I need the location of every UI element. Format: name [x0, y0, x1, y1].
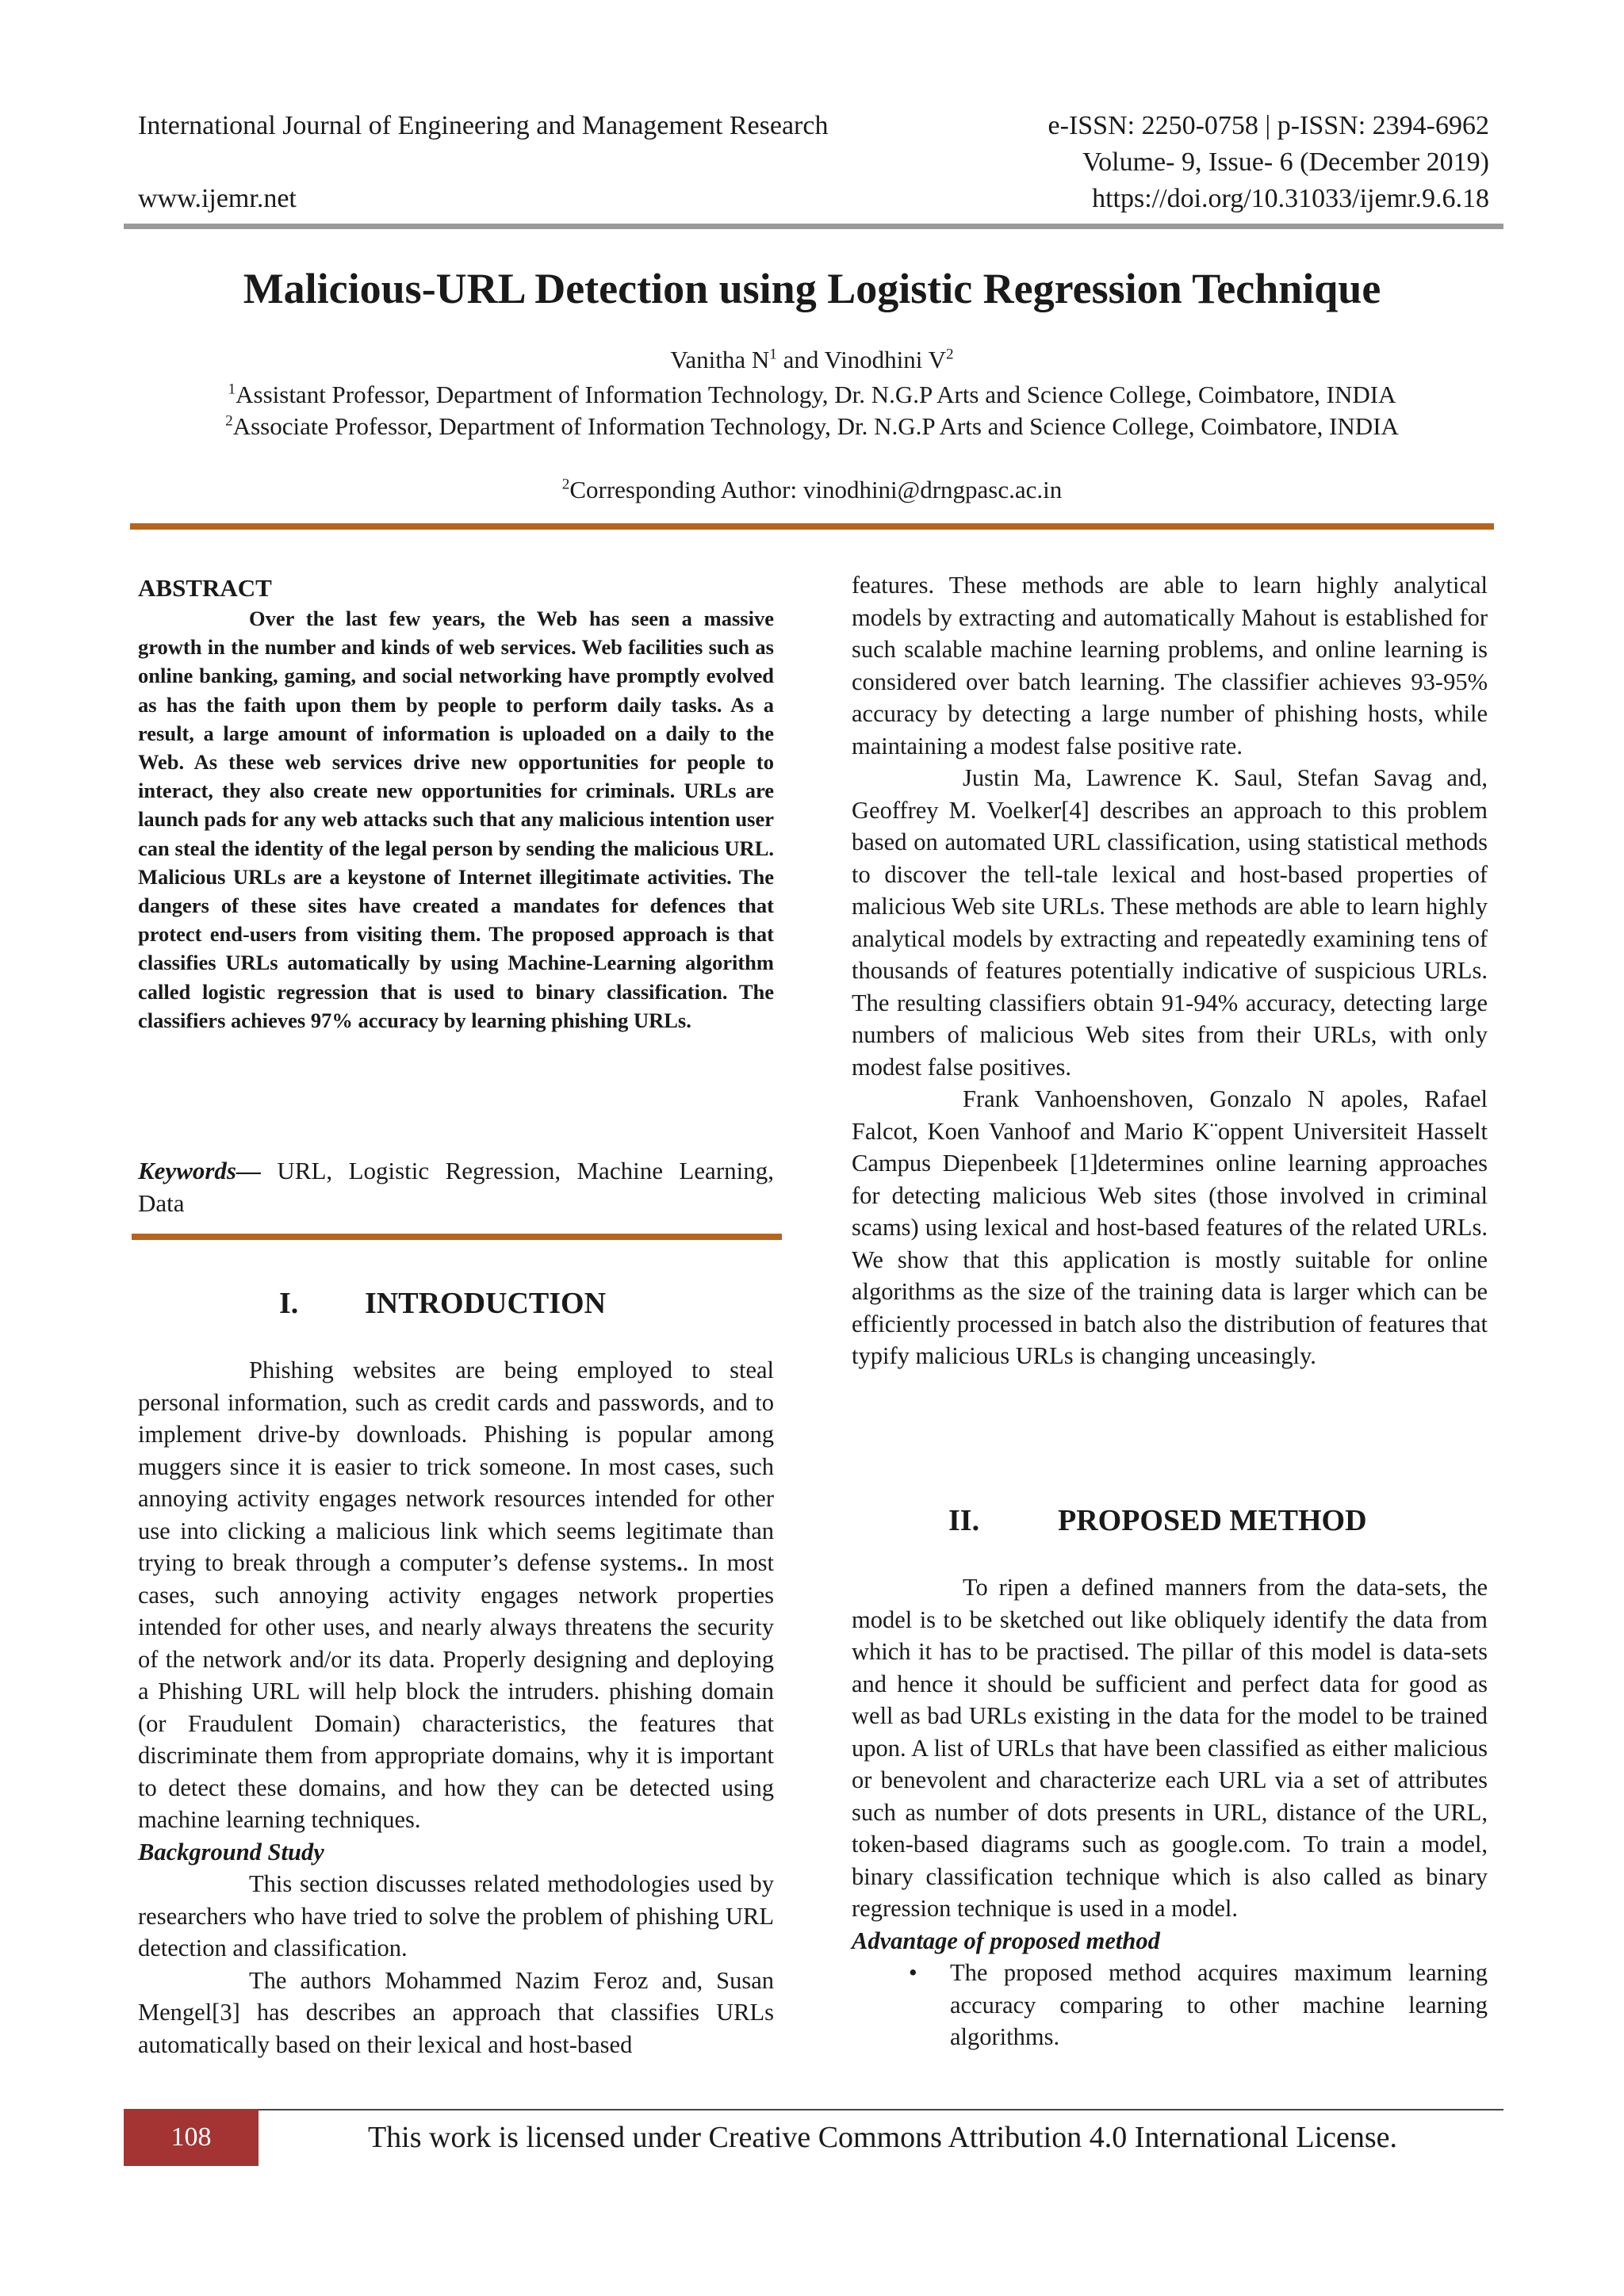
journal-website[interactable]: www.ijemr.net [138, 184, 297, 213]
intro-paragraph-1-part-a: Phishing websites are being employed to steal personal information, such as credit cards and passwords, and to implement drive-by downloads. Phishing is popular among muggers since it is easier to trick someone. In most cases, such annoying activity engages network resources intended for other use into clicking a malicious link which seems legitimate than trying to break through a computer’s defense systems [138, 1357, 774, 1576]
right-column-lower [852, 1571, 1488, 2053]
advantage-heading: Advantage of proposed method [852, 1927, 1160, 1954]
corresponding-text: Corresponding Author: vinodhini@drngpasc.ac.in [569, 476, 1063, 503]
affiliation-2 [0, 411, 1624, 442]
proposed-method-paragraph: To ripen a defined manners from the data-sets, the model is to be sketched out like obliquely identify the data from which it has to be practised. The pillar of this model is data-sets and hence it should be sufficient and perfect data for good as well as bad URLs existing in the data for the model to be trained upon. A list of URLs that have been classified as either malicious or benevolent and characterize each URL via a set of attributes such as number of dots presents in URL, distance of the URL, token-based diagrams such as google.com. To train a model, binary classification technique which is also called as binary regression technique is used in a model. [852, 1574, 1488, 1922]
affiliation-1-sup: 1 [228, 381, 236, 398]
keywords-text: URL, Logistic Regression, Machine Learning, Data [138, 1157, 774, 1217]
intro-number: I. [279, 1287, 299, 1320]
issn: e-ISSN: 2250-0758 | p-ISSN: 2394-6962 [1048, 111, 1489, 140]
intro-body [138, 1354, 774, 2061]
page-number: 108 [124, 2109, 259, 2166]
affiliation-2-sup: 2 [225, 412, 233, 430]
list-item [852, 1957, 1488, 2053]
license-notice[interactable]: This work is licensed under Creative Commons Attribution 4.0 International License. [367, 2121, 1398, 2154]
advantage-item-1: The proposed method acquires maximum learning accuracy comparing to other machine learning algorithms. [950, 1959, 1488, 2050]
author-1-sup: 1 [769, 346, 777, 363]
bullet-icon: • [909, 1959, 917, 1986]
section-2-number: II. [948, 1504, 980, 1537]
corresponding-author [0, 474, 1624, 506]
right-column-upper [852, 569, 1488, 1372]
background-paragraph-1: This section discusses related methodologies used by researchers who have tried to solve the problem of phishing URL detection and classification. [138, 1870, 774, 1961]
author-2: Vinodhini V [824, 346, 946, 373]
doi-link[interactable]: https://doi.org/10.31033/ijemr.9.6.18 [1092, 184, 1489, 213]
related-work-vanhoenshoven: Frank Vanhoenshoven, Gonzalo N apoles, Rafael Falcot, Koen Vanhoof and Mario K¨oppent Universiteit Hasselt Campus Diepenbeek [1]determines online learning approaches for detecting malicious Web sites (those involved in criminal scams) using lexical and host-based features of the related URLs. We show that this application is mostly suitable for online algorithms as the size of the training data is larger which can be efficiently processed in batch also the distribution of features that typify malicious URLs is changing unceasingly. [852, 1085, 1488, 1369]
volume-issue: Volume- 9, Issue- 6 (December 2019) [1082, 147, 1489, 177]
keywords-label: Keywords— [138, 1157, 261, 1184]
abstract-heading: ABSTRACT [138, 574, 272, 602]
title-divider [130, 523, 1494, 530]
related-work-ma: Justin Ma, Lawrence K. Saul, Stefan Savag and, Geoffrey M. Voelker[4] describes an approach to this problem based on automated URL classification, using statistical methods to discover the tell-tale lexical and host-based properties of malicious Web site URLs. These methods are able to learn highly analytical models by extracting and repeatedly examining tens of thousands of features potentially indicative of suspicious URLs. The resulting classifiers obtain 91-94% accuracy, detecting large numbers of malicious Web sites from their URLs, with only modest false positives. [852, 764, 1488, 1081]
paper-title: Malicious-URL Detection using Logistic Regression Technique [243, 265, 1381, 312]
advantage-list [852, 1957, 1488, 2053]
keywords-section [138, 1154, 774, 1219]
author-conjunction: and [776, 346, 825, 373]
affiliation-2-text: Associate Professor, Department of Information Technology, Dr. N.G.P Arts and Science College, Coimbatore, INDIA [232, 412, 1399, 440]
intro-heading: INTRODUCTION [365, 1287, 607, 1320]
affiliation-1-text: Assistant Professor, Department of Information Technology, Dr. N.G.P Arts and Science College, Coimbatore, INDIA [236, 381, 1396, 408]
abstract-section [138, 572, 774, 1035]
authors [0, 344, 1624, 376]
affiliation-1 [0, 379, 1624, 411]
background-paragraph-2: The authors Mohammed Nazim Feroz and, Susan Mengel[3] has describes an approach that classifies URLs automatically based on their lexical and host-based [138, 1966, 774, 2058]
background-study-heading: Background Study [138, 1838, 324, 1866]
related-work-continued: features. These methods are able to learn highly analytical models by extracting and automatically Mahout is established for such scalable machine learning problems, and online learning is considered over batch learning. The classifier achieves 93-95% accuracy by detecting a large number of phishing hosts, while maintaining a modest false positive rate. [852, 572, 1488, 760]
intro-paragraph-1: Phishing websites are being employed to steal personal information, such as credit cards and passwords, and to implement drive-by downloads. Phishing is popular among muggers since it is easier to trick someone. In most cases, such annoying activity engages network resources intended for other use into clicking a malicious link which seems legitimate than trying to break through a computer’s defense systems.. In most cases, such annoying activity engages network properties intended for other uses, and nearly always threatens the security of the network and/or its data. Properly designing and deploying a Phishing URL will help block the intruders. phishing domain (or Fraudulent Domain) characteristics, the features that discriminate them from appropriate domains, why it is important to detect these domains, and how they can be detected using machine learning techniques. [138, 1357, 774, 1833]
header-divider [124, 224, 1503, 229]
intro-paragraph-1-part-b: . In most cases, such annoying activity engages network properties intended for other uses, and nearly always threatens the security of the network and/or its data. Properly designing and deploying a Phishing URL will help block the intruders. phishing domain (or Fraudulent Domain) characteristics, the features that discriminate them from appropriate domains, why it is important to detect these domains, and how they can be detected using machine learning techniques. [138, 1549, 774, 1833]
keywords-divider [132, 1234, 782, 1240]
corresponding-sup: 2 [561, 476, 570, 493]
author-1: Vanitha N [670, 346, 770, 373]
section-2-heading: PROPOSED METHOD [1058, 1504, 1367, 1537]
author-2-sup: 2 [946, 346, 954, 363]
journal-name: International Journal of Engineering and Management Research [138, 111, 829, 140]
abstract-body: Over the last few years, the Web has seen a massive growth in the number and kinds of web services. Web facilities such as online banking, gaming, and social networking have promptly evolved as has the faith upon them by people to perform daily tasks. As a result, a large amount of information is uploaded on a daily to the Web. As these web services drive new opportunities for people to interact, they also create new opportunities for criminals. URLs are launch pads for any web attacks such that any malicious intention user can steal the identity of the legal person by sending the malicious URL. Malicious URLs are a keystone of Internet illegitimate activities. The dangers of these sites have created a mandates for defences that protect end-users from visiting them. The proposed approach is that classifies URLs automatically by using Machine-Learning algorithm called logistic regression that is used to binary classification. The classifiers achieves 97% accuracy by learning phishing URLs. [138, 607, 774, 1032]
